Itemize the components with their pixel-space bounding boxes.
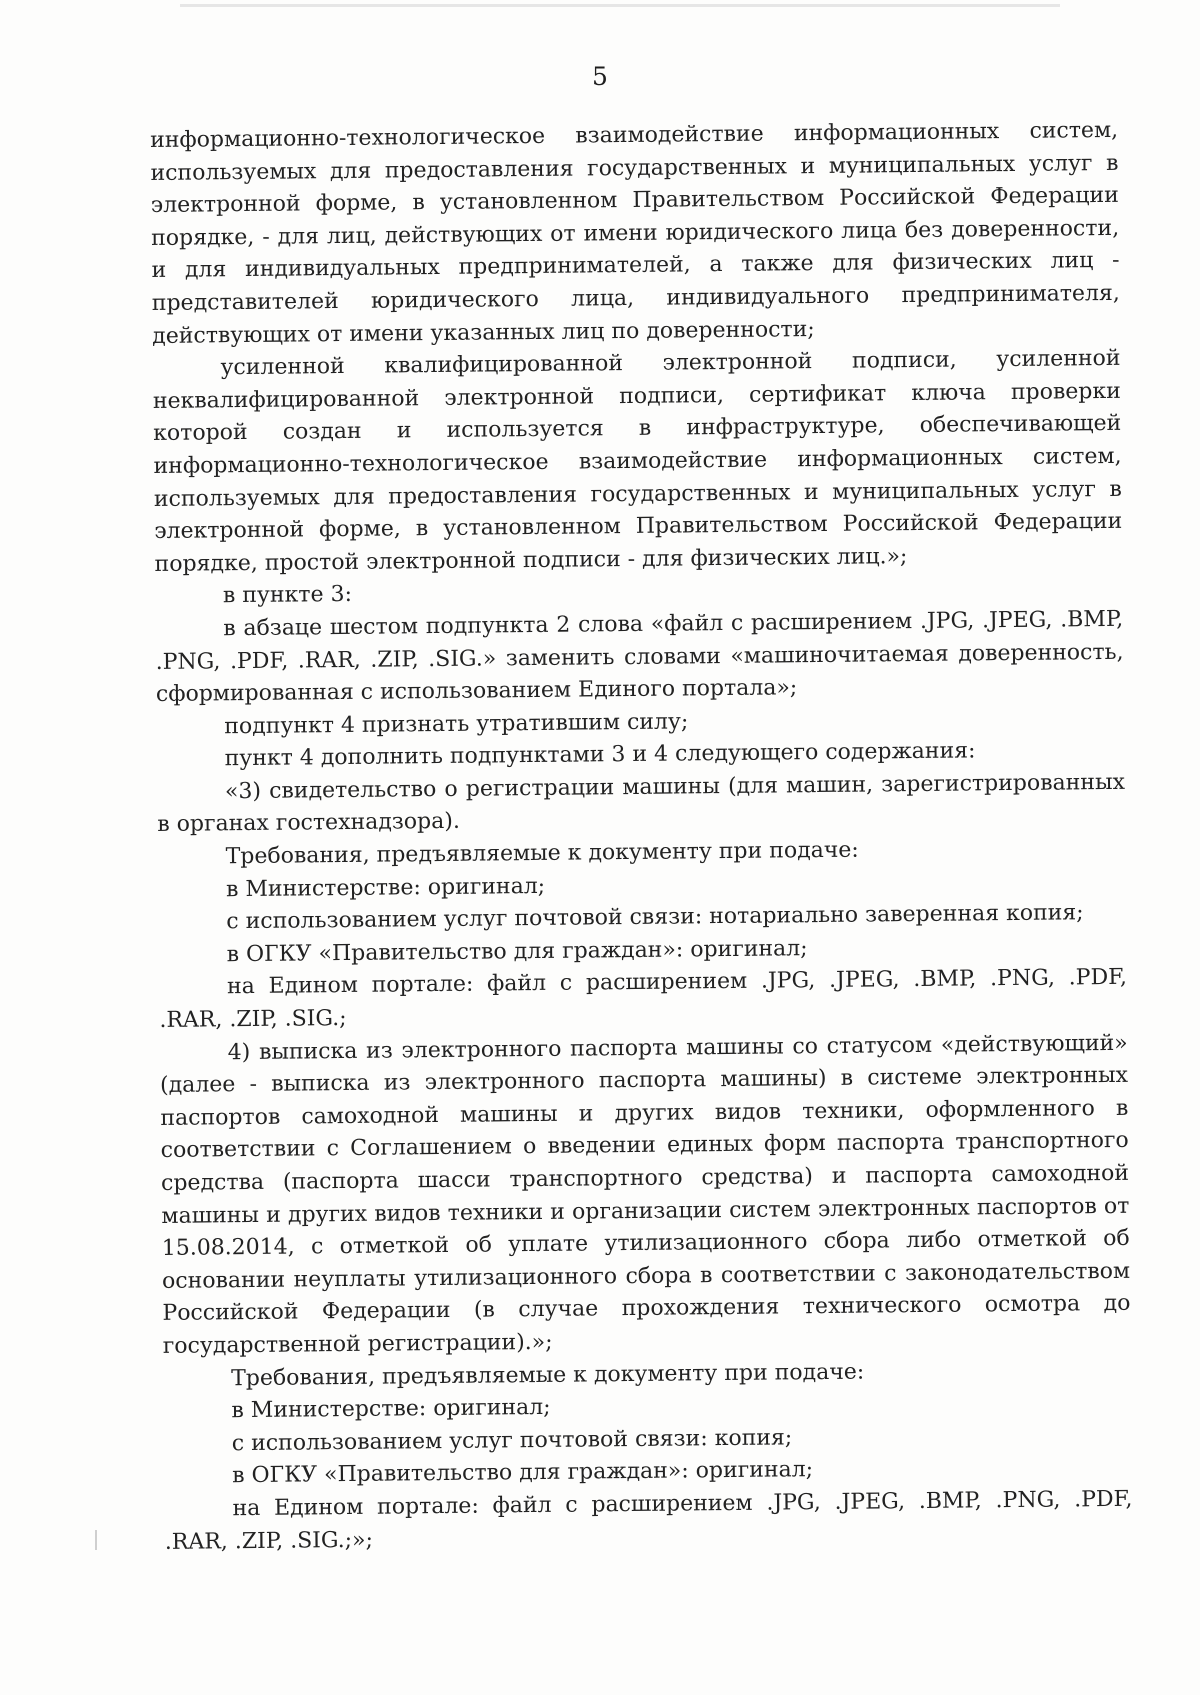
page-number: 5 bbox=[592, 62, 608, 91]
paragraph: 4) выписка из электронного паспорта машины со статусом «действующий» (далее - выписка из электронного паспорта машины) в системе электронных паспортов самоходной машины и других видов техники, оформленного в соответствии с Соглашением о введении единых форм паспорта транспортного средства (паспорта шасси транспортного средства) и паспорта самоходной машины и других видов техники и организации систем электронных паспортов от 15.08.2014, с отметкой об уплате утилизационного сбора либо отметкой об основании неуплаты утилизационного сбора в соответствии с законодательством Российской Федерации (в случае прохождения технического осмотра до государственной регистрации).»; bbox=[159, 1030, 1131, 1359]
paragraph: с использованием услуг почтовой связи: копия; bbox=[231, 1425, 793, 1456]
paragraph: «3) свидетельство о регистрации машины (для машин, зарегистрированных в органах гостехнадзора). bbox=[157, 769, 1126, 838]
paragraph: подпункт 4 признать утратившим силу; bbox=[224, 709, 689, 739]
paragraph: на Едином портале: файл с расширением .JPG, .JPEG, .BMP, .PNG, .PDF, .RAR, .ZIP, .SIG.;»; bbox=[164, 1486, 1133, 1555]
paragraph: в ОГКУ «Правительство для граждан»: оригинал; bbox=[226, 936, 808, 968]
paragraph: усиленной квалифицированной электронной подписи, усиленной неквалифицированной электронной подписи, сертификат ключа проверки которой создан и используется в инфраструктуре, обеспечивающей информационно-технологическое взаимодействие информационных систем, используемых для предоставления государственных и муниципальных услуг в электронной форме, в установленном Правительством Российской Федерации порядке, простой электронной подписи - для физических лиц.»; bbox=[152, 346, 1123, 577]
paragraph: в пункте 3: bbox=[222, 582, 353, 609]
paragraph: Требования, предъявляемые к документу при подаче: bbox=[230, 1359, 865, 1391]
paragraph: с использованием услуг почтовой связи: нотариально заверенная копия; bbox=[226, 900, 1084, 935]
paragraph: в ОГКУ «Правительство для граждан»: оригинал; bbox=[232, 1457, 814, 1489]
document-body bbox=[150, 115, 1133, 1559]
paragraph: информационно-технологическое взаимодействие информационных систем, используемых для предоставления государственных и муниципальных услуг в электронной форме, в установленном Правительством Российской Федерации порядке, - для лиц, действующих от имени юридического лица без доверенности, и для индивидуальных предпринимателей, а также для физических лиц - представителей юридического лица, индивидуального предпринимателя, действующих от имени указанных лиц по доверенности; bbox=[150, 117, 1120, 349]
paragraph: Требования, предъявляемые к документу при подаче: bbox=[225, 837, 859, 870]
scan-artifact-left bbox=[95, 1530, 97, 1550]
paragraph: в абзаце шестом подпункта 2 слова «файл с расширением .JPG, .JPEG, .BMP, .PNG, .PDF, .RAR, .ZIP, .SIG.» заменить словами «машиночитаемая доверенность, сформированная с использованием Единого портала»; bbox=[155, 606, 1124, 708]
scan-artifact-top bbox=[180, 4, 1060, 7]
paragraph: в Министерстве: оригинал; bbox=[231, 1395, 551, 1424]
paragraph: пункт 4 дополнить подпунктами 3 и 4 следующего содержания: bbox=[224, 738, 976, 772]
paragraph: в Министерстве: оригинал; bbox=[225, 873, 546, 902]
paragraph: на Едином портале: файл с расширением .JPG, .JPEG, .BMP, .PNG, .PDF, .RAR, .ZIP, .SIG.; bbox=[159, 965, 1128, 1033]
